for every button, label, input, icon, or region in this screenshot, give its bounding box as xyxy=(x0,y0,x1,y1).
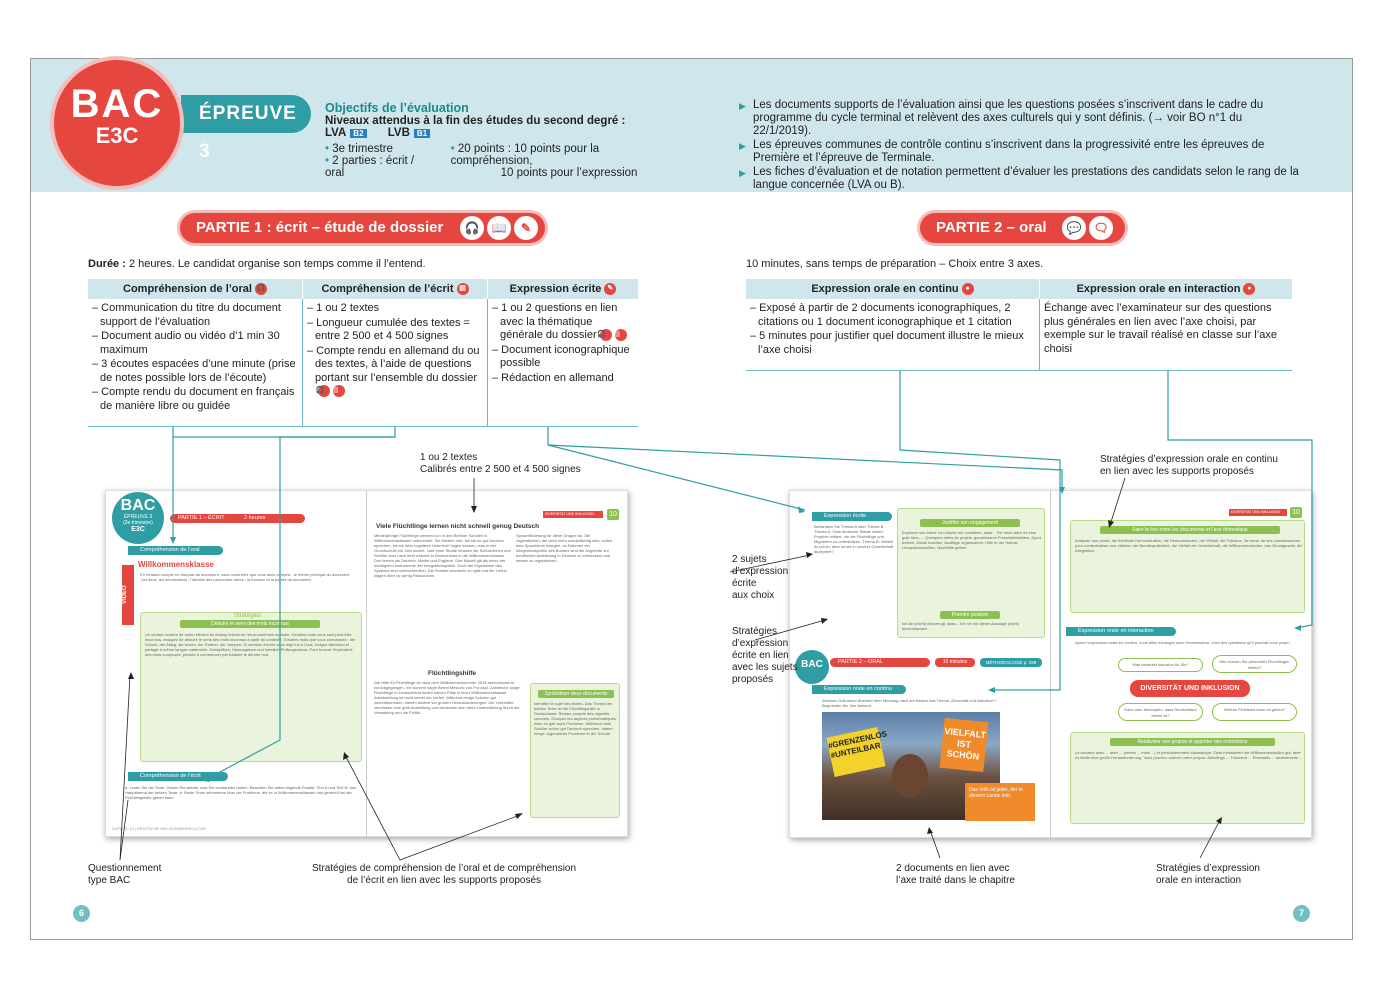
book-icon: ▤ xyxy=(615,329,627,341)
trimestre: • 3e trimestre xyxy=(325,143,393,155)
headphones-icon: 🎧 xyxy=(600,329,612,341)
dialogue-icon: ● xyxy=(1243,283,1255,295)
partie2-banner: PARTIE 2 – oral 💬 🗨 xyxy=(920,213,1125,243)
annotation-sujets: 2 sujets d’expression écrite aux choix xyxy=(732,554,789,601)
protest-sign: VIELFALT IST SCHÖN xyxy=(940,718,989,772)
objectives-title: Objectifs de l’évaluation xyxy=(325,101,469,115)
speech-bubble-icon: 💬 xyxy=(1062,216,1086,240)
annotation-questionnement: Questionnement type BAC xyxy=(88,863,162,886)
bac-e3c-badge: BAC E3C xyxy=(50,56,184,190)
bullet: ▶ Les documents supports de l’évaluation ainsi que les questions posées s’inscrivent dans le cadre du programme du cycle terminal et relèvent des axes culturels qui y sont définis. (→ voir BO n°1 du 22/1/2019). xyxy=(739,99,1299,138)
headphones-icon: 🎧 xyxy=(255,283,267,295)
quote-card: Das Volk ist jeder, der in diesem Lande lebt. xyxy=(965,783,1035,821)
mini-bac-badge: BAC ÉPREUVE 3 (3e trimestre) E3C xyxy=(112,492,164,544)
speech-bubble-icon: ● xyxy=(962,283,974,295)
col-header: Expression orale en interaction ● xyxy=(1040,279,1292,299)
levels: LVA B2 LVB B1 xyxy=(325,127,685,139)
video-tab: VIDEO xyxy=(122,565,134,625)
mini-comp-oral: Compréhension de l’oral xyxy=(128,546,223,555)
objectives: Objectifs de l’évaluation Niveaux attendus à la fin des études du second degré : LVA B2 LVB B1 • 3e trimestre • 2 parties : écrit / oral • 20 points : 10 points pour la compréhension, 10 points pour l’expression xyxy=(325,101,685,179)
objectives-subtitle: Niveaux attendus à la fin des études du second degré : xyxy=(325,115,626,127)
diversitat-banner: DIVERSITÄT UND INKLUSION xyxy=(1130,680,1250,697)
mini-text-title: Viele Flüchtlinge lernen nicht schnell genug Deutsch xyxy=(376,523,540,530)
pencil-icon: ✎ xyxy=(514,216,538,240)
annotation-strat-continu: Stratégies d’expression orale en continu en lien avec les supports proposés xyxy=(1100,454,1278,477)
headphones-icon: 🎧 xyxy=(460,216,484,240)
annotation-strat-comp: Stratégies de compréhension de l’oral et de compréhension de l’écrit en lien avec les supports proposés xyxy=(312,863,577,886)
annotation-documents: 2 documents en lien avec l’axe traité dans le chapitre xyxy=(896,863,1015,886)
partie1-table: Compréhension de l’oral 🎧 Compréhension de l’écrit ▤ Expression écrite ✎ – Communication du titre du document support de l’évaluation – Document audio ou vidéo d’1 min 30 maximum – 3 écoutes espacées d’une minute (prise de notes possible lors de l’écoute) – Compte rendu du document en français de manière libre ou guidée – 1 ou 2 textes – Longueur cumulée des textes = entre 2 500 et 4 500 signes – Compte rendu en allemand du ou des textes, à l’aide de questions portant sur l’ensemble du dossier🎧 ▤ – 1 ou 2 questions en lien avec la thématique générale du dossier🎧 ▤ – Document iconographique possible – Rédaction en allemand xyxy=(88,279,638,427)
partie2-duration: 10 minutes, sans temps de préparation – Choix entre 3 axes. xyxy=(746,258,1044,270)
annotation-strat-interaction: Stratégies d’expression orale en interaction xyxy=(1156,863,1260,886)
col-header: Expression orale en continu ● xyxy=(746,279,1040,299)
book-icon: ▤ xyxy=(457,283,469,295)
dialogue-icon: 🗨 xyxy=(1089,216,1113,240)
bullet: ▶ Les fiches d’évaluation et de notation permettent d’évaluer les prestations des candidats selon le rang de la langue concernée (LVA ou B). xyxy=(739,166,1299,192)
book-icon: 📖 xyxy=(487,216,511,240)
header-bullets xyxy=(739,99,1299,193)
mini-willkommen: Willkommensklasse xyxy=(138,560,214,569)
annotation-strat-ecrite: Stratégies d’expression écrite en lien avec les sujets proposés xyxy=(732,626,798,685)
protest-sign: #GRENZENLOS #UNTEILBAR xyxy=(826,727,885,777)
partie1-duration: Durée : 2 heures. Le candidat organise son temps comme il l’entend. xyxy=(88,258,426,270)
mini-comp-ecrit: Compréhension de l’écrit xyxy=(128,772,228,781)
headphones-icon: 🎧 xyxy=(318,385,330,397)
annotation-textes: 1 ou 2 textes Calibrés entre 2 500 et 4 500 signes xyxy=(420,452,581,475)
lvb-badge: B1 xyxy=(414,129,430,138)
pencil-icon: ✎ xyxy=(604,283,616,295)
header-band xyxy=(31,59,1352,192)
points: • 20 points : 10 points pour la compréhension, xyxy=(450,143,600,167)
book-icon: ▤ xyxy=(333,385,345,397)
lva-badge: B2 xyxy=(350,129,366,138)
page-number-right: 7 xyxy=(1293,905,1310,922)
partie1-banner: PARTIE 1 : écrit – étude de dossier 🎧 📖 ✎ xyxy=(180,213,545,243)
col-header: Expression écrite ✎ xyxy=(488,279,638,299)
bullet: ▶ Les épreuves communes de contrôle continu s’inscrivent dans la progressivité entre les épreuves de Première et l’épreuve de Terminale. xyxy=(739,139,1299,165)
epreuve-tab: ÉPREUVE 3 xyxy=(181,95,311,133)
col-header: Compréhension de l’écrit ▤ xyxy=(303,279,488,299)
parties: • 2 parties : écrit / oral xyxy=(325,155,415,179)
mini-partie1-bar: PARTIE 1 – ÉCRIT 2 heures xyxy=(170,514,305,523)
partie2-table: Expression orale en continu ● Expression orale en interaction ● – Exposé à partir de 2 documents iconographiques, 2 citations ou 1 document iconographique et 1 citation – 5 minutes pour justifier quel document illustre le mieux l’axe choisi Échange avec l’examinateur sur des questions plus générales en lien avec l’axe choisi, par exemple sur le travail réalisé en classe sur l’axe choisi xyxy=(746,279,1292,371)
col-header: Compréhension de l’oral 🎧 xyxy=(88,279,303,299)
page-number-left: 6 xyxy=(73,905,90,922)
